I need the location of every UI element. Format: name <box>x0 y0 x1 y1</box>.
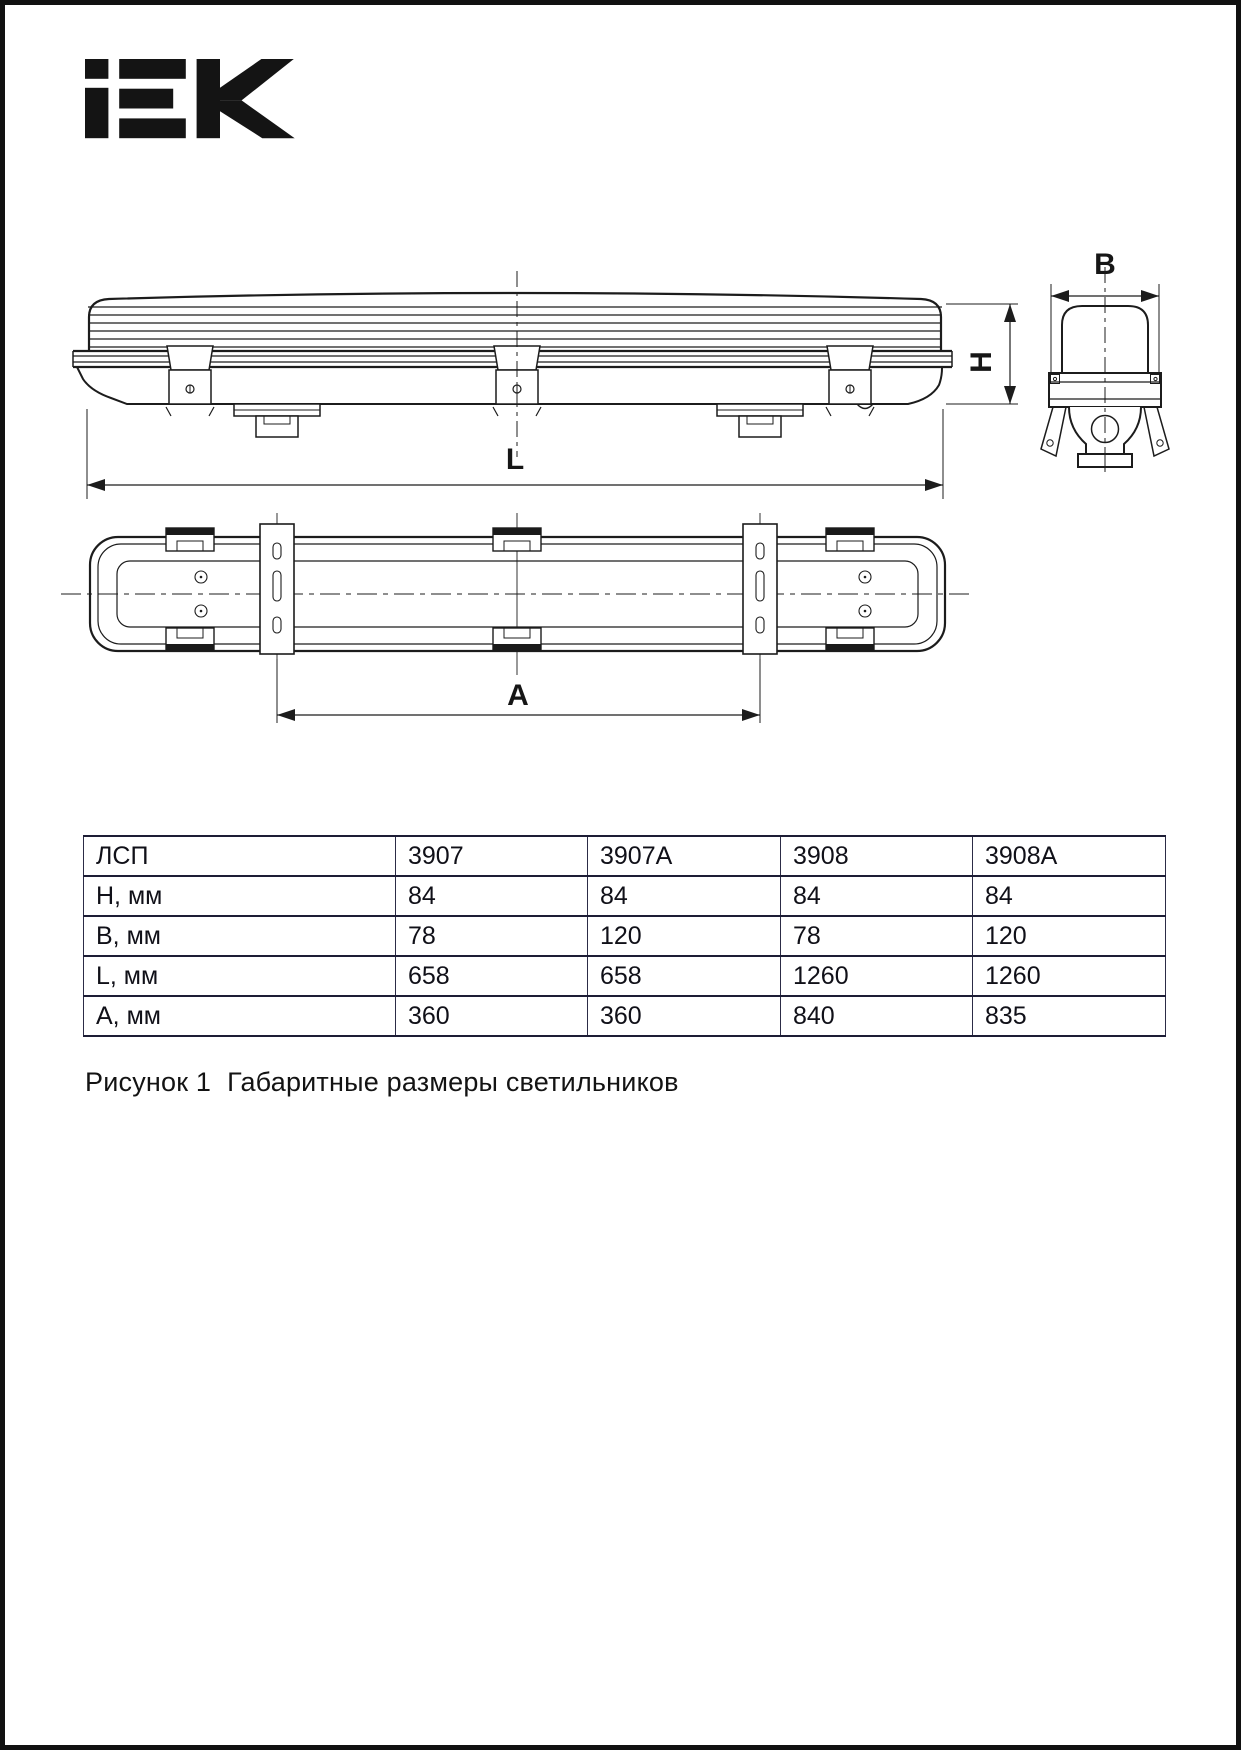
bottom-view <box>61 513 973 675</box>
table-cell: 360 <box>588 996 781 1036</box>
figure-caption <box>85 1067 679 1098</box>
table-cell: 840 <box>781 996 973 1036</box>
dim-label-h: H <box>965 351 998 373</box>
figure-caption-number: Рисунок 1 <box>85 1067 212 1097</box>
dimensions-table <box>83 835 1166 1037</box>
mounting-foot <box>717 404 803 437</box>
table-cell: 78 <box>781 916 973 956</box>
latch-clip <box>166 346 214 416</box>
table-row <box>84 956 1166 996</box>
table-row <box>84 996 1166 1036</box>
latch-clip <box>826 346 874 416</box>
diffuser-ribs <box>88 307 942 347</box>
dim-label-b: B <box>1094 248 1116 281</box>
iek-logo <box>85 59 295 138</box>
dim-label-a: A <box>507 679 529 712</box>
table-cell: 84 <box>396 876 588 916</box>
table-header-cell: 3907А <box>588 836 781 876</box>
table-cell: 658 <box>396 956 588 996</box>
table-cell: 84 <box>588 876 781 916</box>
mounting-strap <box>260 524 294 654</box>
dimension-a <box>277 659 760 723</box>
table-cell: 84 <box>973 876 1166 916</box>
table-header-cell: 3908А <box>973 836 1166 876</box>
dimension-l <box>87 409 943 499</box>
table-row <box>84 876 1166 916</box>
table-cell: 120 <box>588 916 781 956</box>
table-header-cell: 3907 <box>396 836 588 876</box>
row-label-cell: А, мм <box>84 996 396 1036</box>
row-label-cell: L, мм <box>84 956 396 996</box>
row-label-cell: Н, мм <box>84 876 396 916</box>
dim-label-l: L <box>505 443 525 476</box>
table-header-cell: 3908 <box>781 836 973 876</box>
end-view <box>1041 248 1169 475</box>
figure-caption-text: Габаритные размеры светильников <box>227 1067 679 1097</box>
table-cell: 120 <box>973 916 1166 956</box>
mounting-foot <box>234 404 320 437</box>
table-header-cell: ЛСП <box>84 836 396 876</box>
mounting-strap <box>743 524 777 654</box>
table-row <box>84 916 1166 956</box>
side-view <box>73 271 952 457</box>
table-header-row <box>84 836 1166 876</box>
table-cell: 78 <box>396 916 588 956</box>
row-label-cell: В, мм <box>84 916 396 956</box>
table-cell: 1260 <box>781 956 973 996</box>
dimension-h <box>946 304 1018 404</box>
table-cell: 84 <box>781 876 973 916</box>
table-cell: 360 <box>396 996 588 1036</box>
table-cell: 835 <box>973 996 1166 1036</box>
table-cell: 658 <box>588 956 781 996</box>
table-cell: 1260 <box>973 956 1166 996</box>
